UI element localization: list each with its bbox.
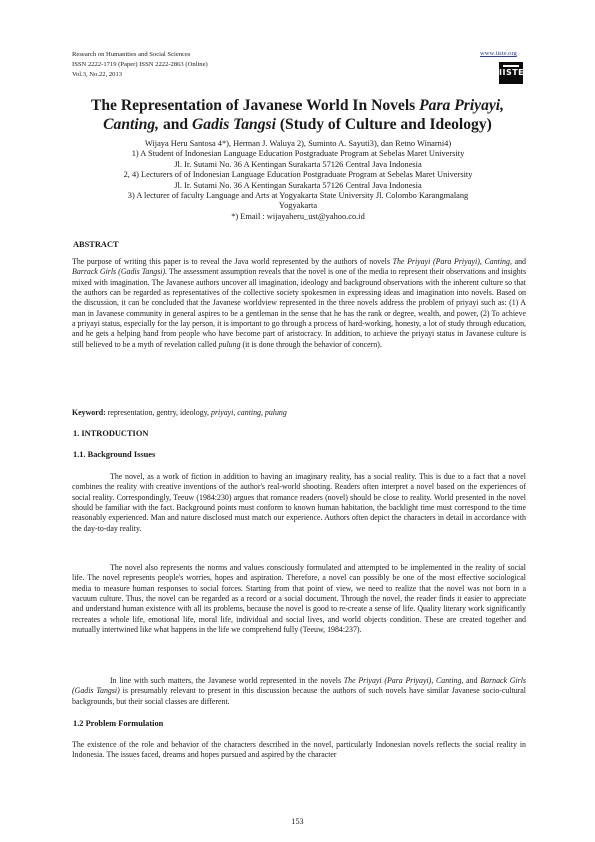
subsection-heading: 1.1. Background Issues bbox=[73, 450, 156, 459]
subsection-heading: 1.2 Problem Formulation bbox=[73, 719, 164, 728]
logo-text: IISTE bbox=[499, 68, 525, 77]
journal-volume: Vol.3, No.22, 2013 bbox=[72, 71, 123, 78]
title-text-2: and bbox=[159, 116, 193, 133]
paragraph bbox=[72, 472, 526, 534]
affiliation-line: 2, 4) Lecturers of of Indonesian Language Education Postgraduate Program at Sebelas Maret University bbox=[123, 170, 473, 180]
paragraph-text: The novel, as a work of fiction in addition to having an imaginary reality, has a social reality. This is due to a fact that a novel combines the reality with creative inventions of the author's real-world shooting. Readers often interpret a novel based on the experiences of social reality. Correspondingly, Teeuw (1984:230) argues that romance readers (novel) should be close to reality. World presented in the novel should be familiar with the fact. Background points must conform to known human habitation, the backlight time must correspond to the time reasonably experienced. Man and nature disclosed must match our experience. Authors often depict the characters in detail in accordance with the day-to-day reality. bbox=[72, 472, 526, 533]
abstract-text: The assessment assumption reveals that the novel is one of the media to represent their observations and insights mixed with imagination. The Javanese authors uncover all imagination, ideology and background observations with the inherent culture so that the authors can be regarded as representatives of the collective society spokesmen in expressing ideas and imagination into novels. Based on the discussion, it can be concluded that the Javanese worldview represented in the three novels address the problem of priyayi such as: (1) A man in Javanese community in general aspires to be a gentleman in the sense that he has the rank or degree, wealth, and power, (2) To achieve a priyayi status, especially for the lay person, it is important to go through a process of hard-working, honesty, a lot of study through education, and he gets a helping hand from people who have become part of aristocracy. In addition, to achieve the priyayi status in Javanese culture is still believed to be a myth of revelation called bbox=[72, 267, 527, 349]
paragraph bbox=[72, 563, 526, 635]
abstract-body bbox=[72, 257, 526, 350]
abstract-heading: ABSTRACT bbox=[73, 240, 119, 249]
paper-title bbox=[70, 96, 525, 134]
affiliation-line: Yogyakarta bbox=[278, 201, 318, 211]
author-block bbox=[74, 139, 522, 222]
keywords bbox=[72, 408, 526, 418]
author-email: *) Email : wijayaheru_ust@yahoo.co.id bbox=[231, 211, 365, 221]
title-text-1: The Representation of Javanese World In Novels bbox=[90, 97, 420, 114]
paragraph-text: The novel also represents the norms and values consciously formulated and attempted to be implemented in the reality of social life. The novel represents people's worries, hopes and aspiration. Therefore, a novel can possibly be one of the most effective sociological media to measure human responses to social forces. Starting from that point of view, we need to realize that the novel was not born in a vacuum culture. Thus, the novel can be regarded as a record or a social document. Through the novel, the reader finds it easier to appreciate and understand human existence with all its problems, because the novel is good to re-create a sense of life. Quality literary work significantly recreates a whole life, emotional life, moral life, individual and social lives, and world objects condition. These are created together and mutually intertwined like what happens in the life we comprehend fully (Teeuw, 1984:237). bbox=[72, 563, 526, 635]
affiliation-line: Jl. Ir. Sutami No. 36 A Kentingan Surakarta 57126 Central Java Indonesia bbox=[174, 159, 422, 169]
paragraph-text: is presumably relevant to present in this discussion because the authors of such novels have similar Javanese socio-cultural backgrounds, but their social classes are different. bbox=[72, 686, 526, 706]
paragraph-italic: The Priyayi (Para Priyayi), Canting, bbox=[343, 676, 464, 685]
keywords-text: representation, gentry, ideology, bbox=[105, 408, 211, 417]
title-italic-3: Gadis Tangsi bbox=[192, 116, 276, 133]
abstract-italic: pulung bbox=[218, 339, 241, 349]
abstract-text: and bbox=[511, 257, 526, 266]
abstract-text: (it is done through the behavior of concern). bbox=[240, 339, 382, 349]
paragraph bbox=[72, 676, 526, 707]
title-text-3: (Study of Culture and Ideology) bbox=[275, 116, 492, 133]
section-heading: 1. INTRODUCTION bbox=[73, 429, 149, 438]
abstract-text: The purpose of writing this paper is to reveal the Java world represented by the authors of novels bbox=[72, 257, 393, 266]
affiliation-line: Jl. Ir. Sutami No. 36 A Kentingan Surakarta 57126 Central Java Indonesia bbox=[174, 180, 422, 190]
journal-issn: ISSN 2222-1719 (Paper) ISSN 2222-2863 (Online) bbox=[72, 61, 208, 68]
journal-header bbox=[72, 50, 432, 80]
title-italic-1: Para Priyayi, bbox=[419, 97, 505, 114]
logo-bar bbox=[503, 65, 519, 67]
website-link[interactable]: www.iiste.org bbox=[480, 50, 517, 57]
paragraph bbox=[72, 740, 526, 761]
author-names: Wijaya Heru Santosa 4*), Herman J. Waluya 2), Suminto A. Sayuti3), dan Retno Winarni4) bbox=[144, 139, 452, 148]
affiliation-line: 3) A lecturer of faculty Language and Arts at Yogyakarta State University Jl. Colombo Karangmalang bbox=[127, 191, 469, 201]
iiste-logo bbox=[499, 62, 523, 84]
paragraph-text: In line with such matters, the Javanese world represented in the novels bbox=[110, 676, 344, 685]
abstract-italic: Barrack Girls (Gadis Tangsi). bbox=[72, 267, 168, 277]
journal-name: Research on Humanities and Social Sciences bbox=[72, 51, 191, 58]
abstract-italic: The Priyayi (Para Priyayi), Canting, bbox=[392, 257, 512, 266]
paragraph-text: The existence of the role and behavior of the characters described in the novel, particularly Indonesian novels reflects the social reality in Indonesia. The issues faced, dreams and hopes pursued and aspired by the character bbox=[72, 740, 526, 760]
keywords-label: Keyword: bbox=[72, 408, 106, 417]
paragraph-text: and bbox=[463, 676, 481, 685]
affiliation-line: 1) A Student of Indonesian Language Education Postgraduate Program at Sebelas Maret University bbox=[131, 149, 465, 159]
paragraph-italic: Barnack Girls (Gadis Tangsi) bbox=[72, 676, 527, 696]
page-number: 153 bbox=[291, 817, 304, 826]
title-italic-2: Canting, bbox=[103, 116, 160, 133]
keywords-italic: priyayi, canting, pulung bbox=[211, 408, 287, 417]
